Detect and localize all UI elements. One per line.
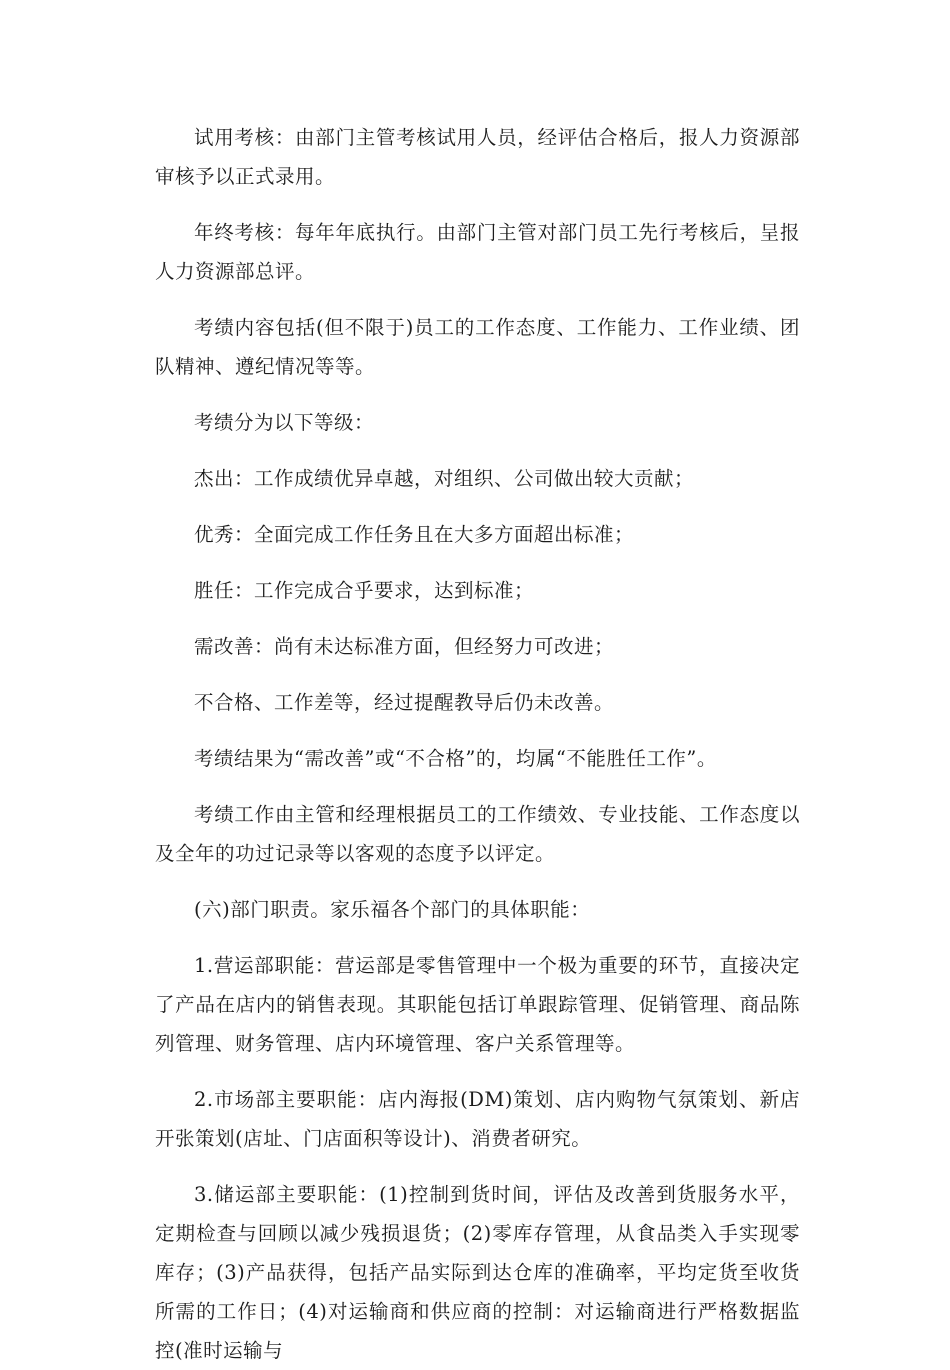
paragraph-grade-outstanding: 杰出：工作成绩优异卓越，对组织、公司做出较大贡献； xyxy=(194,467,695,490)
paragraph-marketing-dept: 2.市场部主要职能：店内海报(DM)策划、店内购物气氛策划、新店开张策划(店址、门店面积等设计)、消费者研究。 xyxy=(155,1088,800,1150)
paragraph-review-result: 考绩结果为“需改善”或“不合格”的，均属“不能胜任工作”。 xyxy=(194,747,717,770)
document-body xyxy=(155,118,800,1370)
paragraph-probation-review: 试用考核：由部门主管考核试用人员，经评估合格后，报人力资源部审核予以正式录用。 xyxy=(155,126,800,188)
paragraph-section-duties: (六)部门职责。家乐福各个部门的具体职能： xyxy=(194,898,591,921)
paragraph-review-process: 考绩工作由主管和经理根据员工的工作绩效、专业技能、工作态度以及全年的功过记录等以客观的态度予以评定。 xyxy=(155,803,800,865)
paragraph-grade-excellent: 优秀：全面完成工作任务且在大多方面超出标准； xyxy=(194,523,635,546)
paragraph-operations-dept: 1.营运部职能：营运部是零售管理中一个极为重要的环节，直接决定了产品在店内的销售表现。其职能包括订单跟踪管理、促销管理、商品陈列管理、财务管理、店内环境管理、客户关系管理等。 xyxy=(155,954,800,1055)
paragraph-logistics-dept: 3.储运部主要职能：(1)控制到货时间，评估及改善到货服务水平，定期检查与回顾以减少残损退货；(2)零库存管理，从食品类入手实现零库存；(3)产品获得，包括产品实际到达仓库的准确率，平均定货至收货所需的工作日；(4)对运输商和供应商的控制：对运输商进行严格数据监控(准时运输与 xyxy=(155,1183,800,1362)
paragraph-review-content: 考绩内容包括(但不限于)员工的工作态度、工作能力、工作业绩、团队精神、遵纪情况等等。 xyxy=(155,316,800,378)
paragraph-grade-intro: 考绩分为以下等级： xyxy=(194,411,375,434)
paragraph-annual-review: 年终考核：每年年底执行。由部门主管对部门员工先行考核后，呈报人力资源部总评。 xyxy=(155,221,800,283)
paragraph-grade-needs-improvement: 需改善：尚有未达标准方面，但经努力可改进； xyxy=(194,635,615,658)
paragraph-grade-competent: 胜任：工作完成合乎要求，达到标准； xyxy=(194,579,535,602)
paragraph-grade-unqualified: 不合格、工作差等，经过提醒教导后仍未改善。 xyxy=(194,691,615,714)
